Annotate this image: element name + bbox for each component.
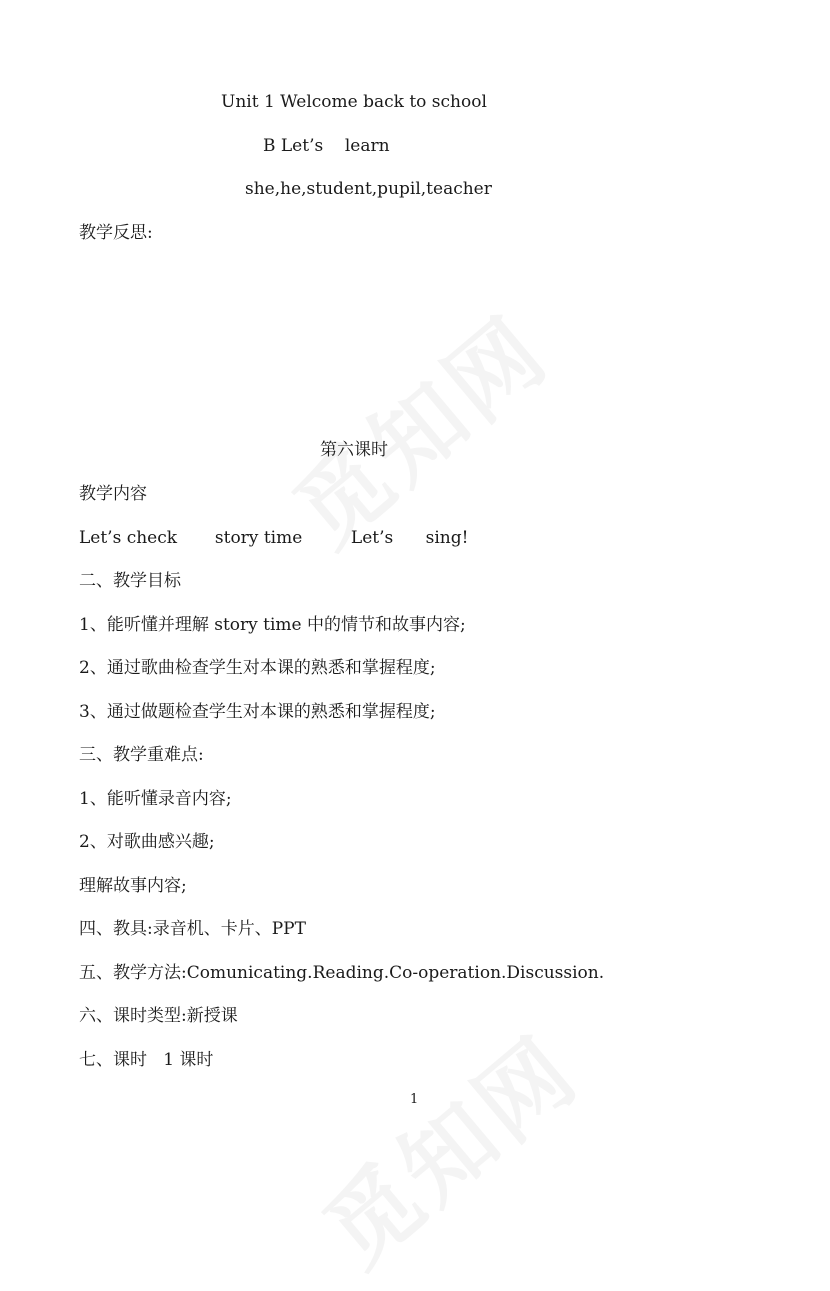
unit-title: Unit 1 Welcome back to school: [221, 92, 487, 112]
tools-line: 四、教具:录音机、卡片、PPT: [79, 919, 306, 939]
key-point-item: 1、能听懂录音内容;: [79, 789, 232, 809]
reflection-label: 教学反思:: [79, 223, 153, 243]
section-title: B Let’s learn: [263, 136, 390, 156]
vocabulary-list: she,he,student,pupil,teacher: [245, 179, 492, 199]
content-label: 教学内容: [79, 484, 147, 504]
objective-item: 3、通过做题检查学生对本课的熟悉和掌握程度;: [79, 702, 436, 722]
key-points-heading: 三、教学重难点:: [79, 745, 204, 765]
objective-item: 1、能听懂并理解 story time 中的情节和故事内容;: [79, 615, 466, 635]
objective-item: 2、通过歌曲检查学生对本课的熟悉和掌握程度;: [79, 658, 436, 678]
duration-line: 七、课时 1 课时: [79, 1050, 214, 1070]
lesson-title: 第六课时: [320, 440, 388, 460]
key-point-item: 理解故事内容;: [79, 876, 187, 896]
objectives-heading: 二、教学目标: [79, 571, 181, 591]
content-line: Let’s check story time Let’s sing!: [79, 528, 469, 548]
page-number: 1: [410, 1092, 419, 1107]
methods-line: 五、教学方法:Comunicating.Reading.Co-operation.Discussion.: [79, 963, 605, 983]
lesson-type-line: 六、课时类型:新授课: [79, 1006, 238, 1026]
key-point-item: 2、对歌曲感兴趣;: [79, 832, 215, 852]
watermark-bottom: [292, 1001, 602, 1291]
